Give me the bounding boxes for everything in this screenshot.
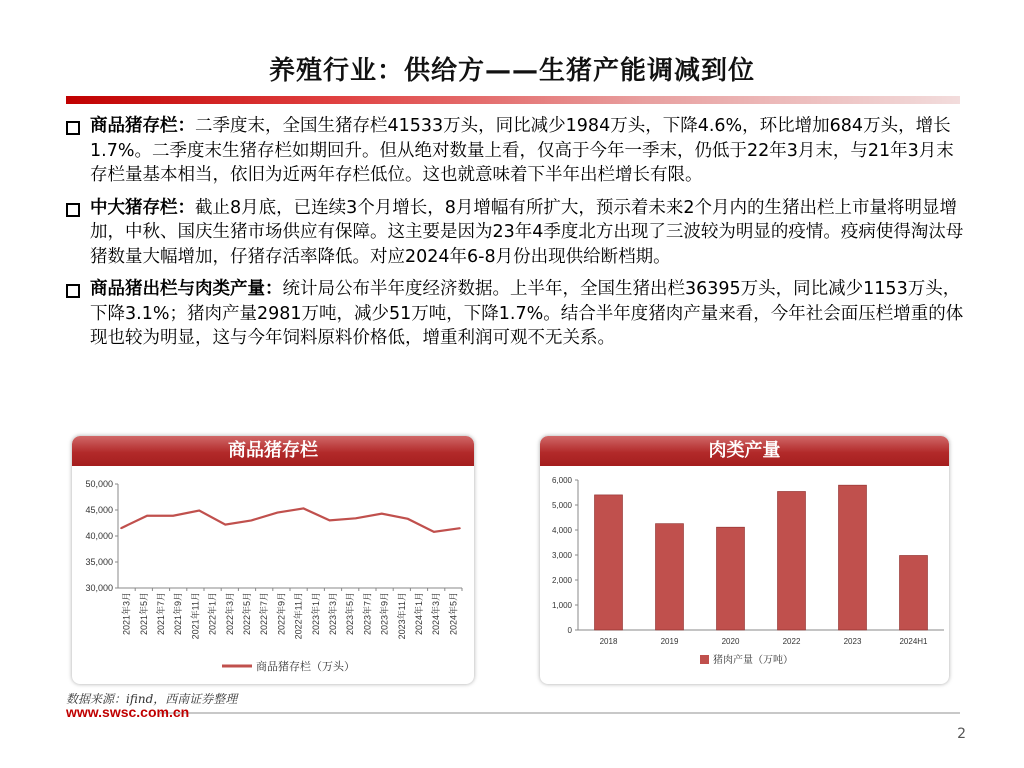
x-tick-label: 2021年11月 (190, 592, 201, 640)
x-tick-label: 2022 (782, 637, 801, 646)
bullet-item-slaughter-and-meat-output (66, 277, 966, 351)
x-tick-label: 2021年9月 (173, 592, 184, 636)
y-tick-label: 2,000 (551, 576, 572, 585)
legend-label: 猪肉产量（万吨） (713, 655, 793, 666)
y-tick-label: 4,000 (551, 526, 572, 535)
x-tick-label: 2022年11月 (293, 592, 304, 640)
bullet-text: 统计局公布半年度经济数据。上半年，全国生猪出栏36395万头，同比减少1153万头，下降3.1%；猪肉产量2981万吨，减少51万吨，下降1.7%。结合半年度猪肉产量来看，今年社会面压栏增重的体现也较为明显，这与今年饲料原料价格低，增重利润可观不无关系。 (90, 279, 964, 348)
x-tick-label: 2022年9月 (276, 592, 287, 636)
footer-divider (160, 712, 960, 714)
y-tick-label: 1,000 (551, 601, 572, 610)
y-tick-label: 3,000 (551, 551, 572, 560)
data-point (433, 531, 435, 533)
data-point (146, 515, 148, 517)
x-tick-label: 2024年3月 (431, 592, 442, 636)
panel-header: 肉类产量 (540, 436, 949, 466)
y-tick-label: 45,000 (85, 505, 113, 515)
bullet-item-commercial-hog-inventory (66, 114, 966, 188)
x-tick-label: 2022年5月 (242, 592, 252, 636)
x-tick-label: 2021年5月 (138, 592, 149, 636)
x-tick-label: 2019 (660, 637, 679, 646)
data-point (355, 518, 357, 520)
x-tick-label: 2023年1月 (310, 592, 321, 636)
y-tick-label: 5,000 (551, 501, 572, 510)
bar-2020 (717, 527, 745, 630)
x-tick-label: 2023 (843, 637, 862, 646)
x-tick-label: 2023年9月 (379, 592, 390, 636)
page-title: 养殖行业：供给方——生猪产能调减到位 (268, 56, 755, 86)
y-tick-label: 30,000 (85, 583, 113, 593)
bullet-lead: 中大猪存栏： (90, 197, 195, 218)
checkbox-bullet-icon (66, 284, 80, 298)
y-tick-label: 35,000 (85, 557, 113, 567)
data-point (459, 527, 461, 529)
bar-2024H1 (900, 555, 928, 630)
data-point (251, 520, 253, 522)
hog-inventory-chart-panel (72, 436, 474, 684)
x-tick-label: 2023年5月 (345, 592, 356, 636)
x-tick-label: 2021年3月 (121, 592, 132, 636)
legend-swatch (700, 655, 709, 664)
y-tick-label: 40,000 (85, 531, 113, 541)
x-tick-label: 2024年5月 (448, 592, 459, 636)
x-tick-label: 2024年1月 (414, 592, 424, 636)
bullet-text: 二季度末，全国生猪存栏41533万头，同比减少1984万头，下降4.6%，环比增加684万头，增长1.7%。二季度末生猪存栏如期回升。但从绝对数量上看，仅高于今年一季末，仍低于22年3月末，与21年3月末存栏量基本相当，依旧为近两年存栏低位。这也就意味着下半年出栏增长有限。 (90, 116, 954, 185)
x-tick-label: 2022年1月 (207, 592, 218, 636)
bullet-item-medium-large-hog-inventory (66, 196, 966, 270)
data-point (198, 510, 200, 512)
y-tick-label: 0 (567, 626, 572, 635)
meat-output-bar-chart (540, 466, 949, 684)
x-tick-label: 2023年7月 (362, 592, 373, 636)
panel-header: 商品猪存栏 (72, 436, 474, 466)
hog-inventory-series-line (121, 508, 460, 531)
x-tick-label: 2018 (599, 637, 618, 646)
checkbox-bullet-icon (66, 121, 80, 135)
bar-2019 (656, 524, 684, 630)
bar-2022 (778, 491, 806, 630)
bullet-lead: 商品猪存栏： (90, 116, 195, 136)
data-point (172, 515, 174, 517)
x-tick-label: 2023年11月 (396, 592, 407, 640)
hog-inventory-line-chart (72, 466, 474, 684)
data-source-note: 数据来源：ifind，西南证券整理 (66, 692, 238, 706)
brand-url: www.swsc.com.cn (66, 704, 190, 720)
page-number: 2 (957, 726, 966, 742)
x-tick-label: 2022年7月 (259, 592, 270, 636)
meat-output-chart-panel (540, 436, 949, 684)
title-underline (66, 96, 960, 104)
data-point (225, 524, 227, 526)
x-tick-label: 2022年3月 (224, 592, 235, 636)
checkbox-bullet-icon (66, 203, 80, 217)
bar-2023 (839, 485, 867, 630)
x-tick-label: 2021年7月 (156, 592, 166, 636)
data-point (303, 508, 305, 510)
data-point (381, 513, 383, 515)
x-tick-label: 2023年3月 (328, 592, 338, 636)
data-point (120, 527, 122, 529)
x-tick-label: 2024H1 (899, 637, 928, 646)
y-tick-label: 50,000 (85, 479, 113, 489)
bullet-lead: 商品猪出栏与肉类产量： (90, 279, 283, 299)
data-point (329, 520, 331, 522)
data-point (407, 518, 409, 520)
x-tick-label: 2020 (721, 637, 740, 646)
y-tick-label: 6,000 (551, 476, 572, 485)
bullet-list (66, 114, 966, 359)
data-point (277, 512, 279, 514)
bullet-text: 截止8月底，已连续3个月增长，8月增幅有所扩大，预示着未来2个月内的生猪出栏上市量将明显增加，中秋、国庆生猪市场供应有保障。这主要是因为23年4季度北方出现了三波较为明显的疫情。疫病使得淘汰母猪数量大幅增加，仔猪存活率降低。对应2024年6-8月份出现供给断档期。 (90, 197, 964, 267)
legend-label: 商品猪存栏（万头） (256, 661, 355, 673)
bar-2018 (595, 495, 623, 630)
